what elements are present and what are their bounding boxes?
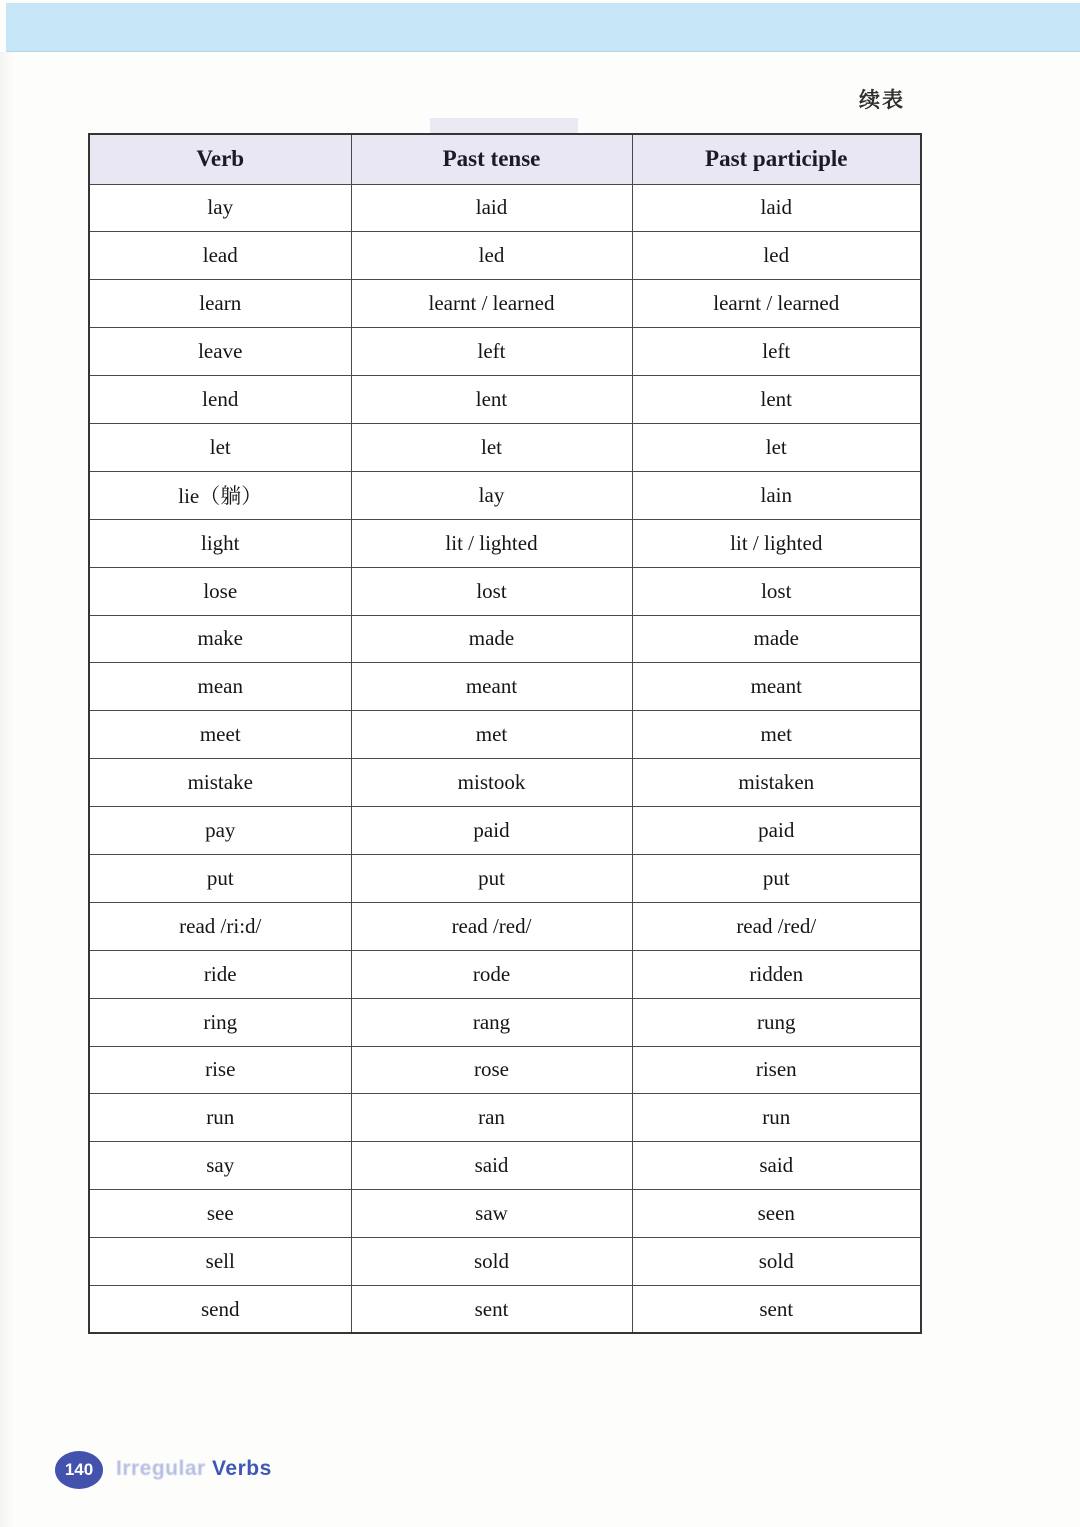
past-tense-cell: rose [351,1046,632,1094]
past-tense-cell: lost [351,567,632,615]
page-number: 140 [64,1460,94,1479]
table-row [89,1190,921,1238]
verb-cell: let [89,423,351,471]
past-tense-cell: laid [351,184,632,232]
past-participle-cell: learnt / learned [632,280,921,328]
table-row [89,328,921,376]
verb-cell: lend [89,376,351,424]
verb-cell: meet [89,711,351,759]
table-row [89,519,921,567]
verb-cell: mistake [89,759,351,807]
page-number-badge [55,1451,103,1489]
past-tense-cell: rang [351,998,632,1046]
past-participle-cell: met [632,711,921,759]
verb-cell: put [89,854,351,902]
past-tense-cell: meant [351,663,632,711]
past-participle-cell: ridden [632,950,921,998]
past-participle-cell: said [632,1142,921,1190]
past-tense-cell: left [351,328,632,376]
table-row [89,1046,921,1094]
table-row [89,902,921,950]
table-row [89,950,921,998]
verb-cell: lay [89,184,351,232]
section-title [116,1457,272,1481]
table-row [89,280,921,328]
column-header-past-tense: Past tense [351,134,632,184]
past-tense-cell: lit / lighted [351,519,632,567]
past-participle-cell: run [632,1094,921,1142]
table-row [89,1285,921,1333]
table-row [89,1142,921,1190]
past-tense-cell: led [351,232,632,280]
past-participle-cell: sold [632,1238,921,1286]
verb-cell: say [89,1142,351,1190]
section-title-bold-part: Verbs [212,1457,272,1480]
past-participle-cell: seen [632,1190,921,1238]
past-tense-cell: said [351,1142,632,1190]
past-participle-cell: lent [632,376,921,424]
table-row [89,567,921,615]
past-tense-cell: sold [351,1238,632,1286]
past-participle-cell: read /red/ [632,902,921,950]
verb-cell: learn [89,280,351,328]
table-row [89,1094,921,1142]
past-participle-cell: risen [632,1046,921,1094]
past-tense-cell: ran [351,1094,632,1142]
past-tense-cell: lay [351,471,632,519]
section-title-faded-part: Irregular [116,1457,213,1480]
verb-cell: sell [89,1238,351,1286]
column-header-verb: Verb [89,134,351,184]
verb-cell: run [89,1094,351,1142]
verb-cell: pay [89,807,351,855]
past-tense-cell: mistook [351,759,632,807]
verb-cell: lose [89,567,351,615]
past-tense-cell: learnt / learned [351,280,632,328]
scan-smudge [430,118,578,134]
table-row [89,998,921,1046]
continued-table-label: 续表 [859,88,905,112]
table-header-row [89,134,921,184]
verb-cell: see [89,1190,351,1238]
verb-cell: send [89,1285,351,1333]
past-participle-cell: laid [632,184,921,232]
past-tense-cell: paid [351,807,632,855]
table-row [89,807,921,855]
verb-cell: leave [89,328,351,376]
past-participle-cell: left [632,328,921,376]
past-tense-cell: lent [351,376,632,424]
irregular-verbs-table [88,133,922,1334]
past-participle-cell: paid [632,807,921,855]
table-row [89,232,921,280]
past-participle-cell: sent [632,1285,921,1333]
verb-cell: ride [89,950,351,998]
table-row [89,854,921,902]
past-tense-cell: saw [351,1190,632,1238]
table-row [89,711,921,759]
past-participle-cell: put [632,854,921,902]
column-header-past-participle: Past participle [632,134,921,184]
past-tense-cell: met [351,711,632,759]
past-participle-cell: meant [632,663,921,711]
past-participle-cell: made [632,615,921,663]
past-tense-cell: sent [351,1285,632,1333]
table-row [89,423,921,471]
table-row [89,615,921,663]
verb-cell: make [89,615,351,663]
table-row [89,376,921,424]
past-participle-cell: lost [632,567,921,615]
scan-edge-shadow [0,52,16,1527]
top-banner [6,3,1080,52]
verb-cell: mean [89,663,351,711]
past-tense-cell: made [351,615,632,663]
past-tense-cell: let [351,423,632,471]
table-row [89,759,921,807]
verb-cell: rise [89,1046,351,1094]
table-row [89,663,921,711]
verb-cell: ring [89,998,351,1046]
verb-cell: light [89,519,351,567]
verb-cell: read /ri:d/ [89,902,351,950]
verb-cell: lead [89,232,351,280]
past-participle-cell: let [632,423,921,471]
table-row [89,1238,921,1286]
past-participle-cell: rung [632,998,921,1046]
past-participle-cell: led [632,232,921,280]
past-participle-cell: mistaken [632,759,921,807]
table-row [89,471,921,519]
verb-cell: lie（躺） [89,471,351,519]
past-participle-cell: lit / lighted [632,519,921,567]
past-tense-cell: rode [351,950,632,998]
past-participle-cell: lain [632,471,921,519]
past-tense-cell: read /red/ [351,902,632,950]
table-body [89,184,921,1333]
table-row [89,184,921,232]
past-tense-cell: put [351,854,632,902]
